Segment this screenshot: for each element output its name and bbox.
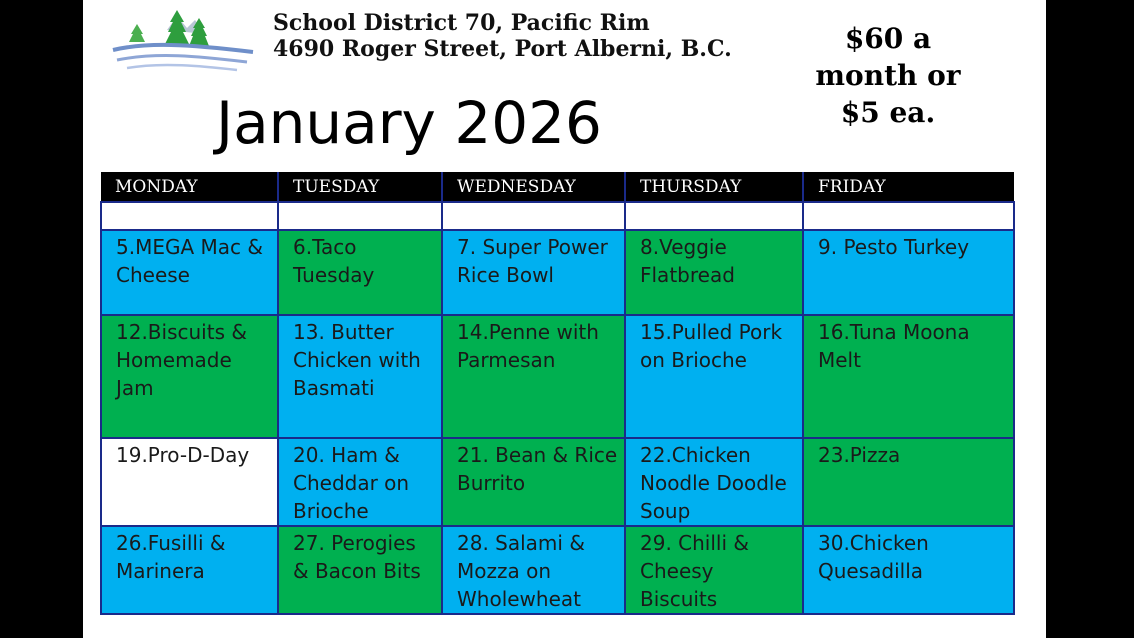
header-tuesday: TUESDAY	[278, 172, 442, 202]
day-cell: 23.Pizza	[803, 438, 1014, 526]
day-cell	[278, 202, 442, 230]
day-cell: 13. Butter Chicken with Basmati	[278, 315, 442, 438]
day-cell: 8.Veggie Flatbread	[625, 230, 803, 315]
district-header	[273, 10, 732, 62]
day-cell: 30.Chicken Quesadilla	[803, 526, 1014, 614]
weekday-header-row	[101, 172, 1014, 202]
day-cell: 6.Taco Tuesday	[278, 230, 442, 315]
day-cell: 12.Biscuits & Homemade Jam	[101, 315, 278, 438]
header-thursday: THURSDAY	[625, 172, 803, 202]
day-cell: 29. Chilli & Cheesy Biscuits	[625, 526, 803, 614]
day-cell: 22.Chicken Noodle Doodle Soup	[625, 438, 803, 526]
district-name: School District 70, Pacific Rim	[273, 10, 650, 36]
day-cell: 9. Pesto Turkey	[803, 230, 1014, 315]
day-cell: 7. Super Power Rice Bowl	[442, 230, 625, 315]
header-monday: MONDAY	[101, 172, 278, 202]
day-cell: 27. Perogies & Bacon Bits	[278, 526, 442, 614]
header-wednesday: WEDNESDAY	[442, 172, 625, 202]
day-cell	[442, 202, 625, 230]
week-row	[101, 230, 1014, 315]
day-cell: 5.MEGA Mac & Cheese	[101, 230, 278, 315]
day-cell	[101, 202, 278, 230]
menu-page	[83, 0, 1046, 638]
price-line-3: $5 ea.	[840, 96, 936, 129]
day-cell: 16.Tuna Moona Melt	[803, 315, 1014, 438]
week-row	[101, 438, 1014, 526]
day-cell: 19.Pro-D-Day	[101, 438, 278, 526]
day-cell	[625, 202, 803, 230]
week-row	[101, 526, 1014, 614]
day-cell: 15.Pulled Pork on Brioche	[625, 315, 803, 438]
day-cell: 14.Penne with Parmesan	[442, 315, 625, 438]
day-cell	[803, 202, 1014, 230]
day-cell: 28. Salami & Mozza on Wholewheat	[442, 526, 625, 614]
header-friday: FRIDAY	[803, 172, 1014, 202]
week-row	[101, 202, 1014, 230]
lunch-calendar	[100, 172, 1015, 615]
price-line-1: $60 a	[844, 22, 932, 55]
district-logo-icon	[107, 8, 257, 80]
price-line-2: month or	[815, 59, 961, 92]
month-title: January 2026	[216, 89, 602, 157]
price-info	[799, 20, 977, 131]
day-cell: 21. Bean & Rice Burrito	[442, 438, 625, 526]
district-address: 4690 Roger Street, Port Alberni, B.C.	[273, 36, 732, 62]
week-row	[101, 315, 1014, 438]
day-cell: 26.Fusilli & Marinera	[101, 526, 278, 614]
day-cell: 20. Ham & Cheddar on Brioche	[278, 438, 442, 526]
